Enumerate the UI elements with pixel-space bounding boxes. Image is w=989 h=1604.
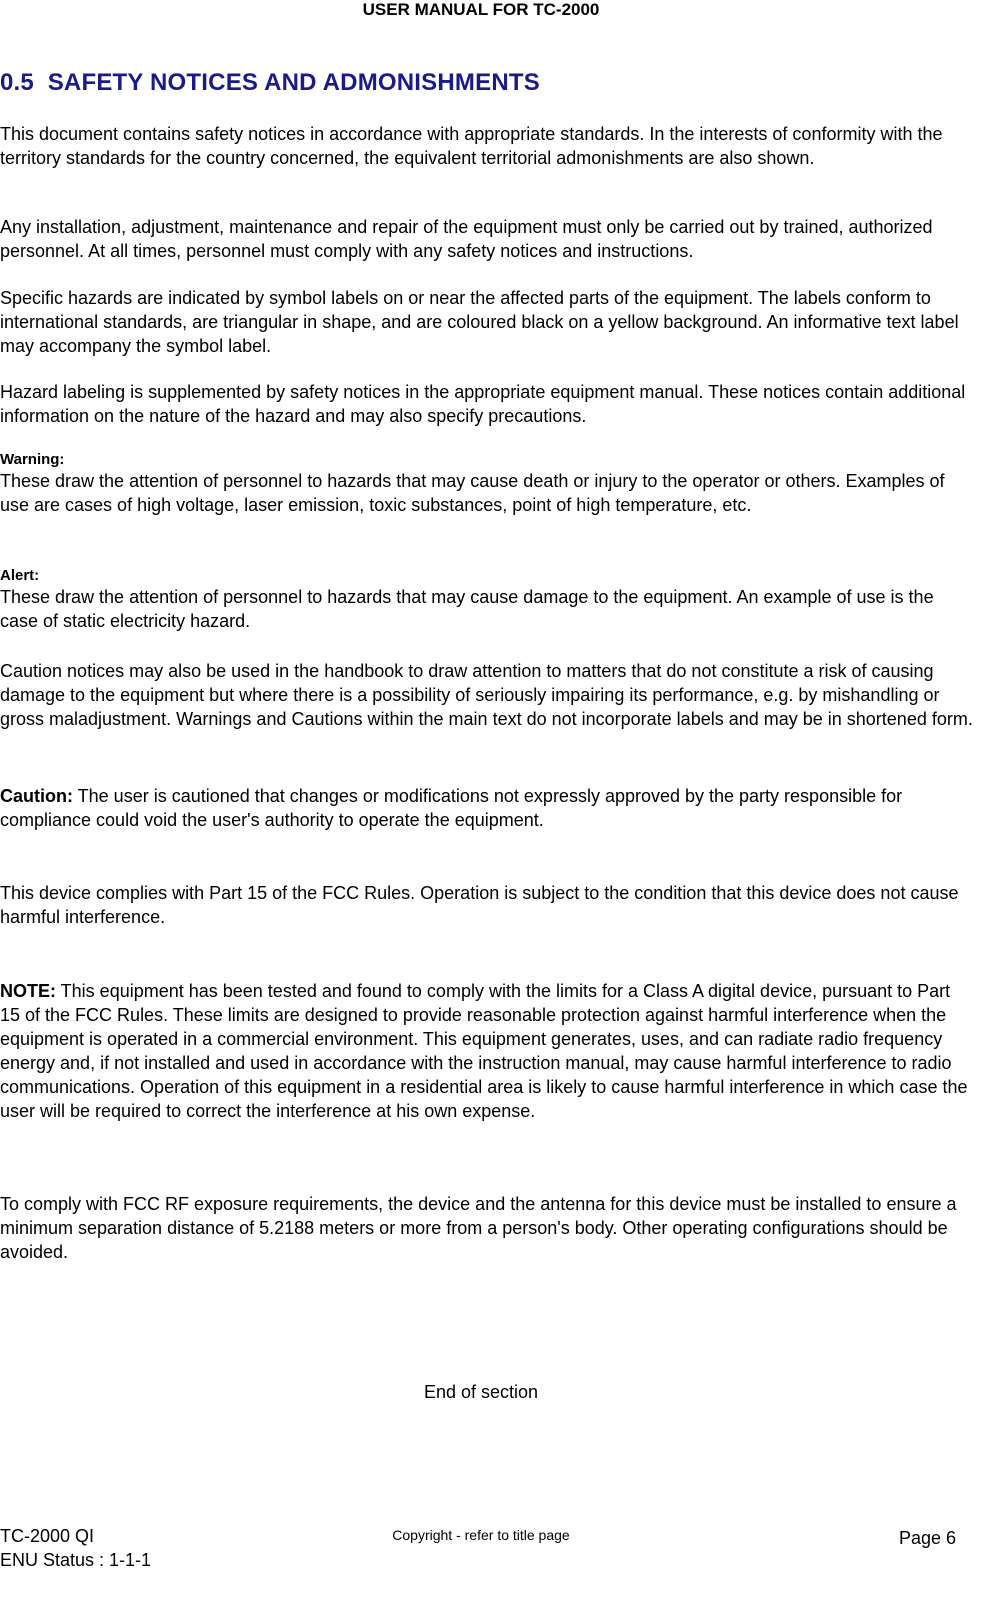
caution-text: The user is cautioned that changes or modifications not expressly approved by the party responsible for compliance could void the user's authority to operate the equipment. bbox=[0, 786, 903, 830]
rf-exposure-paragraph: To comply with FCC RF exposure requirements, the device and the antenna for this device must be installed to ensure a minimum separation distance of 5.2188 meters or more from a person's body. Other operating configurations should be avoided. bbox=[0, 1194, 957, 1262]
section-heading bbox=[0, 68, 540, 98]
caution-notices-paragraph: Caution notices may also be used in the handbook to draw attention to matters that do not constitute a risk of causing damage to the equipment but where there is a possibility of seriously impairing its performance, e.g. by mishandling or gross maladjustment. Warnings and Cautions within the main text do not incorporate labels and may be in shortened form. bbox=[0, 661, 973, 729]
footer-page-number: Page 6 bbox=[898, 1528, 956, 1548]
note-label: NOTE: bbox=[0, 981, 56, 1001]
end-of-section: End of section bbox=[423, 1382, 539, 1402]
footer-doc-id: TC-2000 QI bbox=[0, 1526, 95, 1546]
alert-block bbox=[0, 567, 975, 633]
caution-label: Caution: bbox=[0, 786, 73, 806]
warning-label: Warning: bbox=[0, 451, 65, 468]
warning-text: These draw the attention of personnel to hazards that may cause death or injury to the operator or others. Examples of use are cases of high voltage, laser emission, toxic substances, point of high temperature, etc. bbox=[0, 471, 945, 515]
footer-status: ENU Status : 1-1-1 bbox=[0, 1550, 152, 1570]
note-paragraph bbox=[0, 979, 975, 1123]
footer-copyright: Copyright - refer to title page bbox=[392, 1527, 570, 1543]
intro-paragraph: This document contains safety notices in accordance with appropriate standards. In the interests of conformity with the territory standards for the country concerned, the equivalent territorial admonishments are also shown. bbox=[0, 124, 943, 168]
personnel-paragraph: Any installation, adjustment, maintenance and repair of the equipment must only be carried out by trained, authorized personnel. At all times, personnel must comply with any safety notices and instructions. bbox=[0, 217, 933, 261]
alert-label: Alert: bbox=[0, 567, 40, 584]
warning-block bbox=[0, 451, 975, 517]
section-number: 0.5 bbox=[0, 69, 34, 96]
hazard-labeling-paragraph: Hazard labeling is supplemented by safety notices in the appropriate equipment manual. These notices contain additional information on the nature of the hazard and may also specify precautions. bbox=[0, 382, 966, 426]
hazard-symbols-paragraph: Specific hazards are indicated by symbol labels on or near the affected parts of the equipment. The labels conform to international standards, are triangular in shape, and are coloured black on a yellow background. An informative text label may accompany the symbol label. bbox=[0, 288, 959, 356]
note-text: This equipment has been tested and found to comply with the limits for a Class A digital device, pursuant to Part 15 of the FCC Rules. These limits are designed to provide reasonable protection against harmful interference when the equipment is operated in a commercial environment. This equipment generates, uses, and can radiate radio frequency energy and, if not installed and used in accordance with the instruction manual, may cause harmful interference to radio communications. Operation of this equipment in a residential area is likely to cause harmful interference in which case the user will be required to correct the interference at his own expense. bbox=[0, 981, 968, 1121]
alert-text: These draw the attention of personnel to hazards that may cause damage to the equipment. An example of use is the case of static electricity hazard. bbox=[0, 587, 934, 631]
fcc-part15-paragraph: This device complies with Part 15 of the FCC Rules. Operation is subject to the condition that this device does not cause harmful interference. bbox=[0, 883, 959, 927]
section-title: SAFETY NOTICES AND ADMONISHMENTS bbox=[47, 69, 540, 96]
document-header: USER MANUAL FOR TC-2000 bbox=[362, 0, 600, 19]
caution-paragraph bbox=[0, 784, 975, 832]
